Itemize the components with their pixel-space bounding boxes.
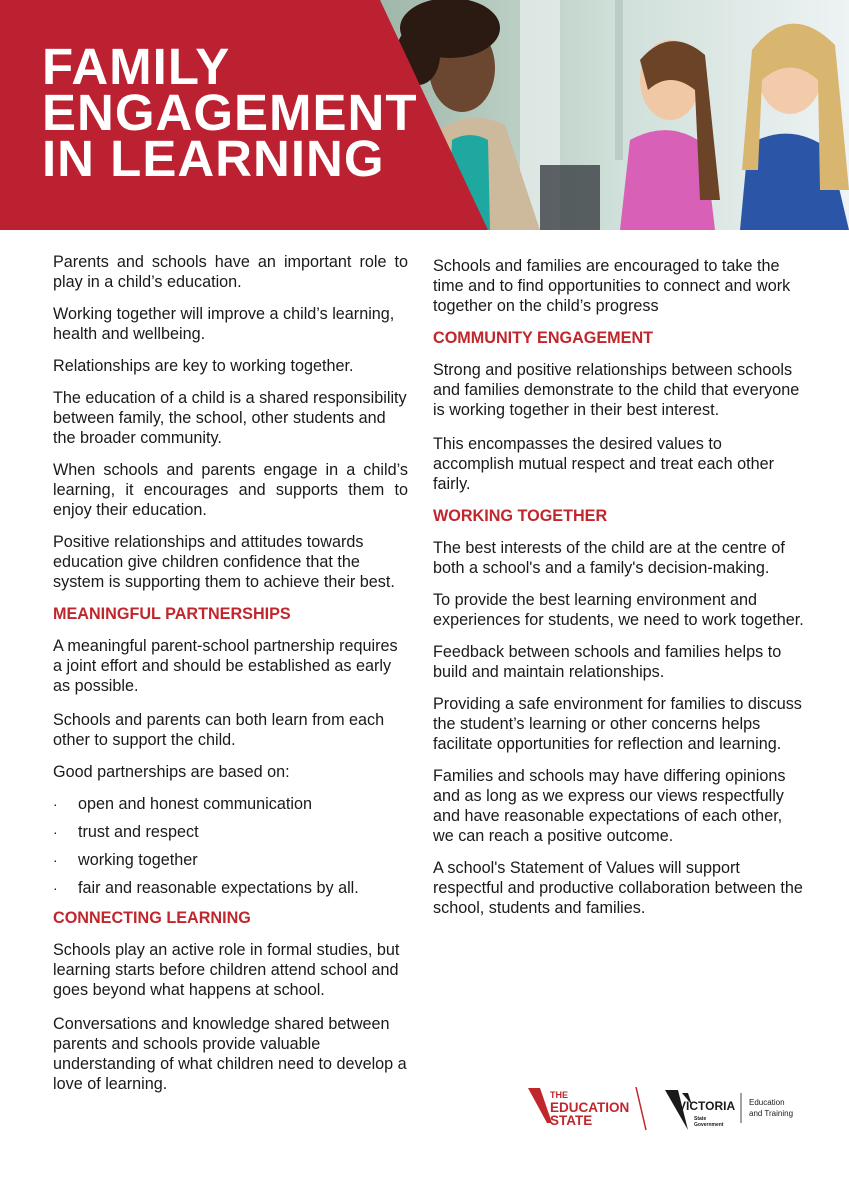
victoria-government-logo: [665, 1090, 793, 1130]
intro-paragraph: Parents and schools have an important role to play in a child’s education.: [53, 253, 408, 291]
header-banner: [0, 0, 849, 230]
body-paragraph: Families and schools may have differing opinions and as long as we express our views respectfully and have reasonable expectations of each other, we can reach a positive outcome.: [433, 767, 786, 845]
body-paragraph: Schools and parents can both learn from each other to support the child.: [53, 711, 385, 749]
page-title: [42, 38, 418, 187]
list-item: · working together: [53, 850, 408, 870]
body-paragraph: Strong and positive relationships between schools and families demonstrate to the child that everyone is working together in their best interest.: [433, 361, 800, 419]
logo-text-and-training: and Training: [749, 1109, 794, 1118]
education-state-logo: [528, 1087, 646, 1130]
footer-logos: [528, 1085, 808, 1135]
intro-paragraph: Relationships are key to working together.: [53, 357, 354, 375]
body-paragraph: A school's Statement of Values will support respectful and productive collaboration between the school, students and families.: [433, 859, 803, 917]
body-paragraph: The best interests of the child are at the centre of both a school's and a family's decision-making.: [433, 539, 785, 577]
body-paragraph: Feedback between schools and families helps to build and maintain relationships.: [433, 643, 782, 681]
intro-paragraph: The education of a child is a shared responsibility between family, the school, other students and the broader community.: [53, 389, 407, 447]
logo-text-state: STATE: [550, 1113, 593, 1128]
body-paragraph: Schools play an active role in formal studies, but learning starts before children attend school and goes beyond what happens at school.: [53, 941, 400, 999]
list-item: · trust and respect: [53, 822, 408, 842]
body-paragraph: This encompasses the desired values to accomplish mutual respect and treat each other fairly.: [433, 435, 775, 493]
intro-paragraph: Working together will improve a child’s learning, health and wellbeing.: [53, 305, 395, 343]
list-item: · fair and reasonable expectations by all.: [53, 878, 408, 898]
body-paragraph: A meaningful parent-school partnership requires a joint effort and should be established as early as possible.: [53, 637, 398, 695]
heading-community-engagement: COMMUNITY ENGAGEMENT: [433, 329, 654, 347]
body-paragraph: Conversations and knowledge shared between parents and schools provide valuable understanding of what children need to develop a love of learning.: [53, 1015, 407, 1093]
title-line-1: FAMILY: [42, 38, 231, 95]
logo-text-victoria: VICTORIA: [678, 1099, 736, 1113]
heading-working-together: WORKING TOGETHER: [433, 507, 608, 525]
heading-meaningful-partnerships: MEANINGFUL PARTNERSHIPS: [53, 605, 291, 623]
right-column: [433, 256, 806, 930]
title-line-3: IN LEARNING: [42, 130, 385, 187]
left-column: [53, 252, 408, 1106]
logo-text-education: EDUCATION: [550, 1100, 630, 1115]
body-paragraph: Good partnerships are based on:: [53, 763, 290, 781]
logo-text-the: THE: [550, 1090, 568, 1100]
intro-paragraph: When schools and parents engage in a child’s learning, it encourages and supports them to enjoy their education.: [53, 461, 408, 519]
intro-paragraph: Schools and families are encouraged to take the time and to find opportunities to connect and work together on the child’s progress: [433, 257, 791, 315]
logo-text-state-small: State: [694, 1116, 707, 1122]
partnership-bullet-list: [53, 794, 408, 898]
title-line-2: ENGAGEMENT: [42, 84, 418, 141]
logo-text-government: Government: [694, 1122, 724, 1128]
logo-text-education-dept: Education: [749, 1098, 785, 1107]
heading-connecting-learning: CONNECTING LEARNING: [53, 909, 251, 927]
list-item: · open and honest communication: [53, 794, 408, 814]
intro-paragraph: Positive relationships and attitudes towards education give children confidence that the system is supporting them to achieve their best.: [53, 533, 395, 591]
body-paragraph: Providing a safe environment for families to discuss the student’s learning or other concerns helps facilitate opportunities for reflection and learning.: [433, 695, 802, 753]
body-paragraph: To provide the best learning environment and experiences for students, we need to work together.: [433, 591, 804, 629]
